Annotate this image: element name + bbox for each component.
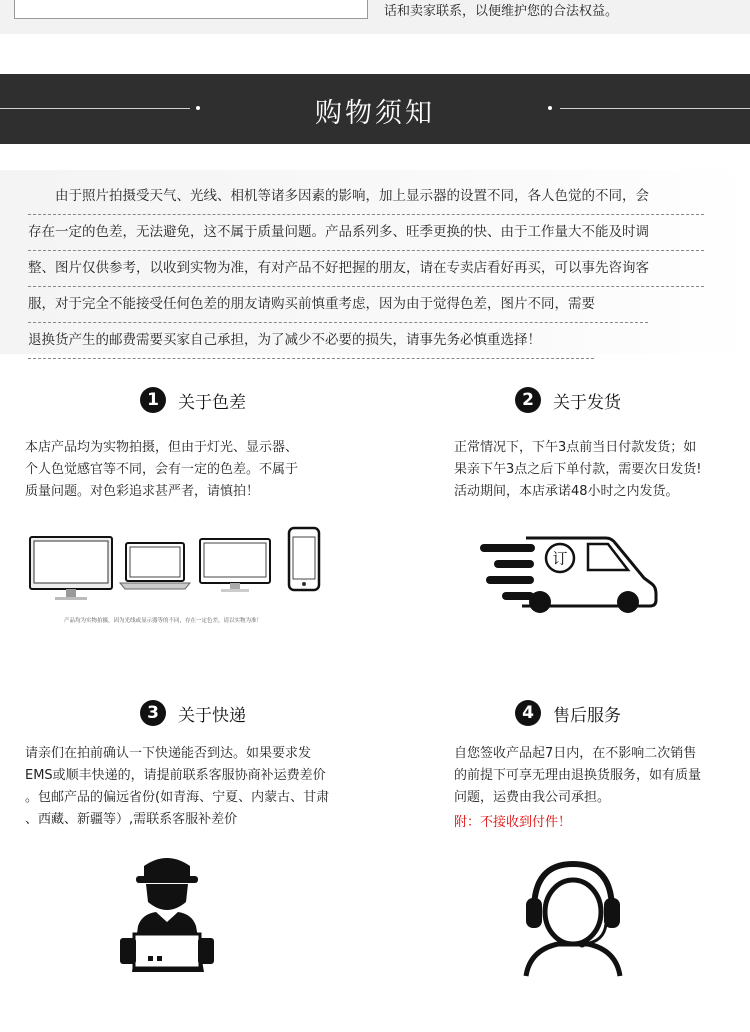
title-banner [0, 74, 750, 144]
text-line: 、西藏、新疆等）,需联系客服补差价 [25, 812, 238, 827]
section-after-sales-text [454, 743, 701, 834]
devices-caption: 产品均为实物拍摄，因为光线或显示器等的不同，存在一定色差，请以实物为准！ [64, 618, 263, 624]
section-express-heading [140, 699, 246, 727]
page-title: 购物须知 [315, 98, 435, 129]
section-express-text [25, 743, 329, 831]
truck-order-label: 订 [552, 549, 568, 568]
section-shipping-text [454, 437, 701, 503]
notice-line: 由于照片拍摄受天气、光线、相机等诸多因素的影响，加上显示器的设置不同，各人色觉的不同，会 [28, 178, 704, 215]
delivery-truck-icon [478, 530, 663, 620]
text-line: 果亲下午3点之后下单付款，需要次日发货! [454, 462, 702, 477]
text-line: 个人色觉感官等不同，会有一定的色差。不属于 [25, 462, 299, 477]
notice-block [0, 170, 750, 354]
banner-rule-right [560, 108, 750, 109]
section-after-sales-heading [515, 699, 621, 727]
section-title: 关于色差 [178, 392, 246, 413]
text-line: 。包邮产品的偏远省份(如青海、宁夏、内蒙古、甘肃 [25, 790, 330, 805]
text-line: 请亲们在拍前确认一下快递能否到达。如果要求发 [25, 746, 312, 761]
text-line: 活动期间，本店承诺48小时之内发货。 [454, 484, 679, 499]
text-line: 本店产品均为实物拍摄，但由于灯光、显示器、 [25, 440, 299, 455]
cod-notice: 附：不接收到付件！ [454, 815, 572, 830]
section-shipping-heading [515, 386, 621, 414]
number-badge: 3 [140, 700, 166, 726]
section-title: 关于快递 [178, 705, 246, 726]
devices-icon [25, 525, 325, 605]
section-title: 关于发货 [553, 392, 621, 413]
top-text: 话和卖家联系，以便维护您的合法权益。 [384, 4, 619, 19]
section-color-difference-heading [140, 386, 246, 414]
notice-line: 存在一定的色差，无法避免，这不属于质量问题。产品系列多、旺季更换的快、由于工作量大不能及时调 [28, 214, 704, 251]
number-badge: 2 [515, 387, 541, 413]
text-line: 的前提下可享无理由退换货服务，如有质量 [454, 768, 702, 783]
top-frame [14, 0, 368, 19]
text-line: 自您签收产品起7日内，在不影响二次销售 [454, 746, 697, 761]
section-color-difference-text [25, 437, 298, 503]
number-badge: 1 [140, 387, 166, 413]
text-line: 问题，运费由我公司承担。 [454, 790, 611, 805]
notice-line: 整、图片仅供参考，以收到实物为准，有对产品不好把握的朋友，请在专卖店看好再买，可以事先咨询客 [28, 250, 704, 287]
customer-service-icon [518, 854, 628, 979]
notice-line: 服，对于完全不能接受任何色差的朋友请购买前慎重考虑，因为由于觉得色差，图片不同，需要 [28, 286, 648, 323]
courier-icon [112, 852, 222, 976]
section-title: 售后服务 [553, 705, 621, 726]
number-badge: 4 [515, 700, 541, 726]
banner-dot-right [548, 106, 552, 110]
text-line: 正常情况下，下午3点前当日付款发货；如 [454, 440, 697, 455]
text-line: EMS或顺丰快递的，请提前联系客服协商补运费差价 [25, 768, 326, 783]
notice-line: 退换货产生的邮费需要买家自己承担，为了减少不必要的损失，请事先务必慎重选择！ [28, 322, 594, 359]
text-line: 质量问题。对色彩追求甚严者，请慎拍！ [25, 484, 260, 499]
